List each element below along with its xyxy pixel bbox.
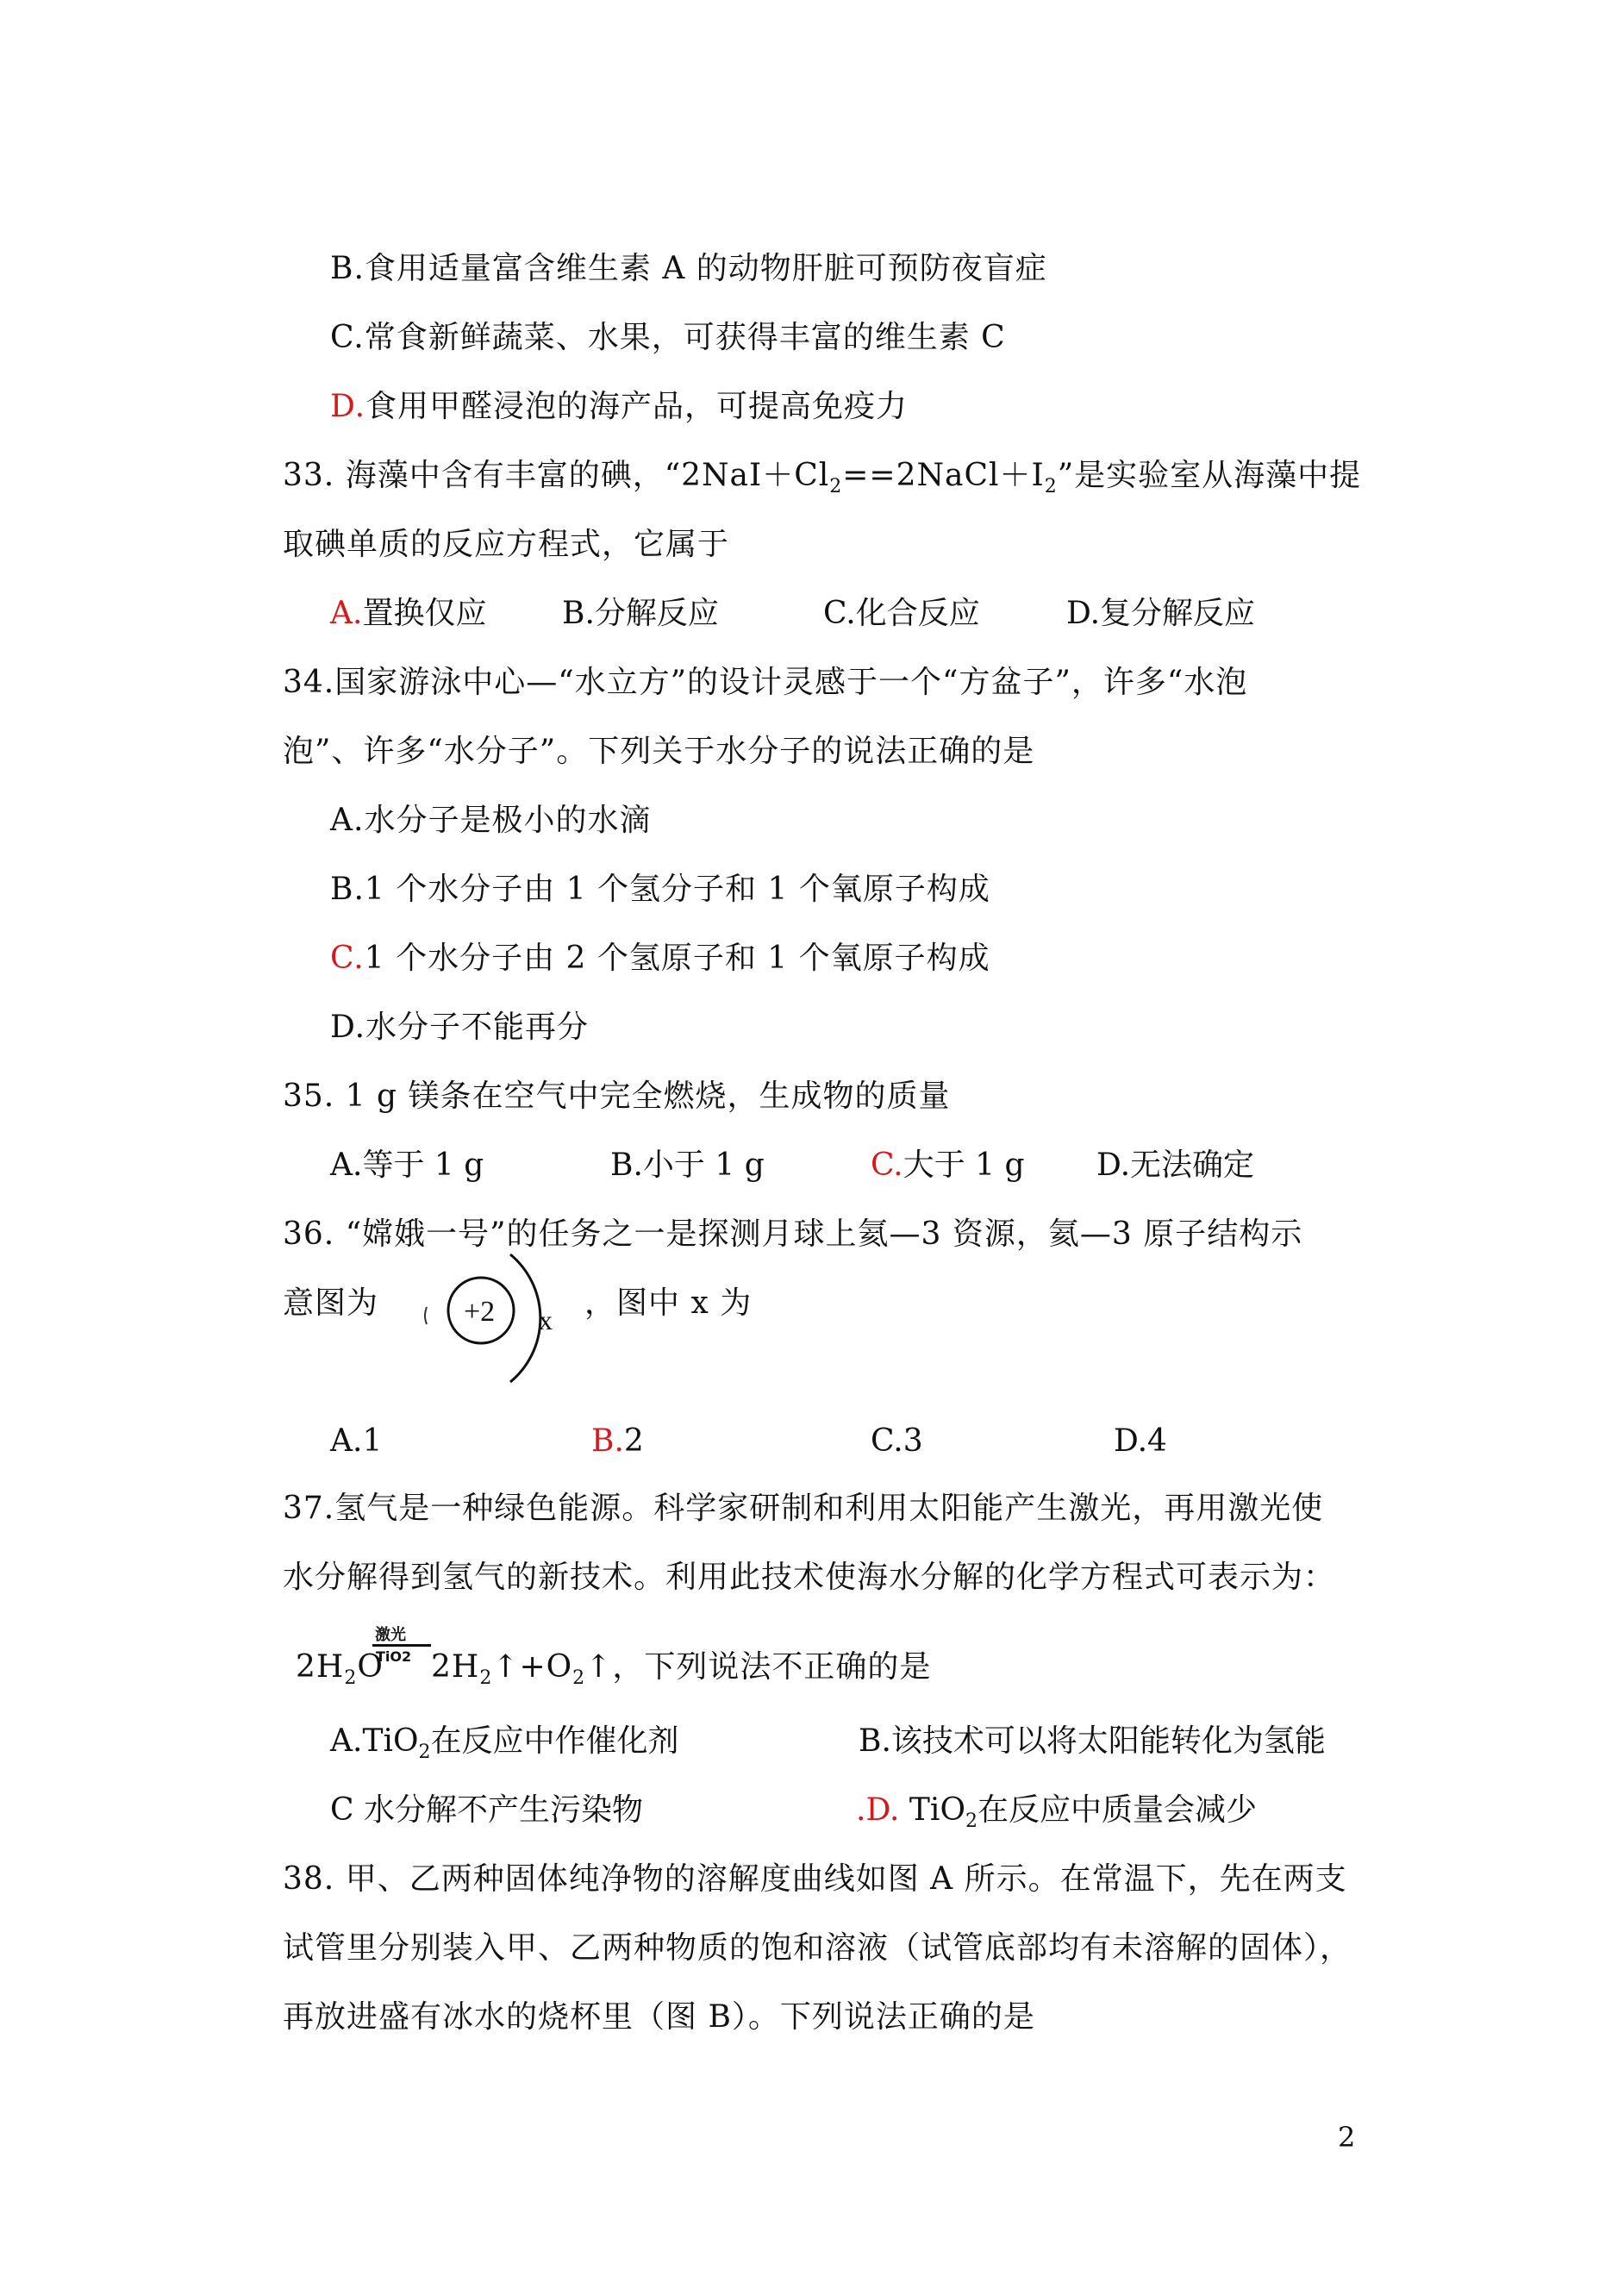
q36-option-b [591, 1423, 644, 1460]
option-text: 在反应中质量会减少 [977, 1792, 1257, 1828]
page-number: 2 [1338, 2121, 1356, 2154]
question-34-line-2: 泡”、许多“水分子”。下列关于水分子的说法正确的是 [283, 734, 1035, 769]
electron-shell-arc [510, 1254, 540, 1382]
option-text: TiO [899, 1792, 965, 1828]
question-37-line-1: 37.氢气是一种绿色能源。科学家研制和利用太阳能产生激光，再用激光使 [283, 1491, 1324, 1526]
shell-electron-count: x [539, 1304, 553, 1335]
option-b-prev: B.食用适量富含维生素 A 的动物肝脏可预防夜盲症 [330, 251, 1047, 286]
question-36-line-2-prefix: 意图为 [283, 1285, 379, 1321]
eq-part: 2H [431, 1649, 480, 1685]
answer-letter: A. [330, 596, 363, 631]
question-36-line-1: 36. “嫦娥一号”的任务之一是探测月球上氦—3 资源，氦—3 原子结构示 [283, 1216, 1303, 1252]
reaction-condition-top: 激光 [375, 1626, 406, 1644]
q33-option-a [330, 595, 486, 633]
eq-part: ↑，下列说法不正确的是 [585, 1649, 932, 1685]
q33-text-a: 33. 海藻中含有丰富的碘，“2NaI＋Cl [283, 458, 830, 493]
q36-option-c: C.3 [871, 1423, 923, 1459]
eq-part: 2H [296, 1649, 345, 1685]
equation-products [431, 1648, 932, 1689]
option-text: 大于 1 g [903, 1148, 1025, 1183]
eq-part: ↑+O [492, 1649, 573, 1685]
equation-reactant [296, 1648, 384, 1689]
answer-letter: .D. [856, 1792, 900, 1828]
question-36-line-2-suffix: ，图中 x 为 [584, 1285, 753, 1321]
q36-option-d: D.4 [1114, 1423, 1167, 1459]
eq-sub: 2 [344, 1667, 358, 1689]
eq-part: O [357, 1649, 384, 1685]
q34-option-c [330, 940, 990, 978]
q33-sub-2: 2 [1044, 476, 1058, 497]
reaction-condition-bottom: TiO2 [376, 1648, 412, 1665]
nucleus-charge: +2 [464, 1296, 496, 1328]
option-d-prev [330, 388, 908, 426]
question-35-line-1: 35. 1 g 镁条在空气中完全燃烧，生成物的质量 [283, 1079, 951, 1114]
eq-sub: 2 [572, 1667, 586, 1689]
eq-sub: 2 [479, 1667, 493, 1689]
option-sub: 2 [418, 1742, 431, 1763]
answer-letter: B. [591, 1423, 624, 1459]
question-38-line-1: 38. 甲、乙两种固体纯净物的溶解度曲线如图 A 所示。在常温下，先在两支 [283, 1861, 1347, 1897]
question-37-line-2: 水分解得到氢气的新技术。利用此技术使海水分解的化学方程式可表示为： [283, 1560, 1336, 1595]
q37-option-d [856, 1792, 1257, 1832]
option-text: 在反应中作催化剂 [430, 1723, 679, 1759]
q33-option-c: C.化合反应 [823, 596, 980, 631]
answer-letter: C. [871, 1148, 903, 1183]
q33-sub-1: 2 [829, 476, 843, 497]
q37-option-a [330, 1723, 679, 1763]
option-sub: 2 [965, 1810, 978, 1832]
reaction-arrow-bar [372, 1644, 431, 1647]
q35-option-b: B.小于 1 g [610, 1148, 765, 1183]
option-text: 1 个水分子由 2 个氢原子和 1 个氧原子构成 [364, 941, 990, 976]
q33-option-d: D.复分解反应 [1066, 596, 1256, 631]
q33-text-b: ==2NaCl＋I [842, 458, 1045, 493]
option-c-prev: C.常食新鲜蔬菜、水果，可获得丰富的维生素 C [330, 320, 1006, 355]
q35-option-c [871, 1147, 1025, 1185]
q34-option-b: B.1 个水分子由 1 个氢分子和 1 个氧原子构成 [330, 872, 990, 907]
inner-arc-fragment [425, 1307, 427, 1324]
q37-option-b: B.该技术可以将太阳能转化为氢能 [859, 1723, 1326, 1759]
answer-letter: D. [330, 389, 366, 424]
option-text: A.TiO [330, 1723, 419, 1759]
q33-option-b: B.分解反应 [562, 596, 719, 631]
option-text: 2 [623, 1423, 644, 1459]
q34-option-d: D.水分子不能再分 [330, 1010, 590, 1045]
question-34-line-1: 34.国家游泳中心—“水立方”的设计灵感于一个“方盆子”，许多“水泡 [283, 665, 1248, 700]
question-38-line-2: 试管里分别装入甲、乙两种物质的饱和溶液（试管底部均有未溶解的固体）， [283, 1930, 1352, 1966]
q35-option-d: D.无法确定 [1096, 1148, 1255, 1183]
option-text: 置换仅应 [362, 596, 487, 631]
q37-option-c: C 水分解不产生污染物 [330, 1792, 643, 1828]
q34-option-a: A.水分子是极小的水滴 [330, 803, 652, 838]
question-33-line-1 [283, 457, 1361, 495]
q35-option-a: A.等于 1 g [330, 1148, 484, 1183]
answer-letter: C. [330, 941, 365, 976]
atom-structure-diagram [414, 1241, 578, 1392]
q33-text-c: ”是实验室从海藻中提 [1057, 458, 1362, 493]
question-38-line-3: 再放进盛有冰水的烧杯里（图 B）。下列说法正确的是 [283, 1999, 1035, 2035]
question-33-line-2: 取碘单质的反应方程式，它属于 [283, 527, 730, 562]
option-text: 食用甲醛浸泡的海产品，可提高免疫力 [365, 389, 909, 424]
q36-option-a: A.1 [330, 1423, 383, 1459]
